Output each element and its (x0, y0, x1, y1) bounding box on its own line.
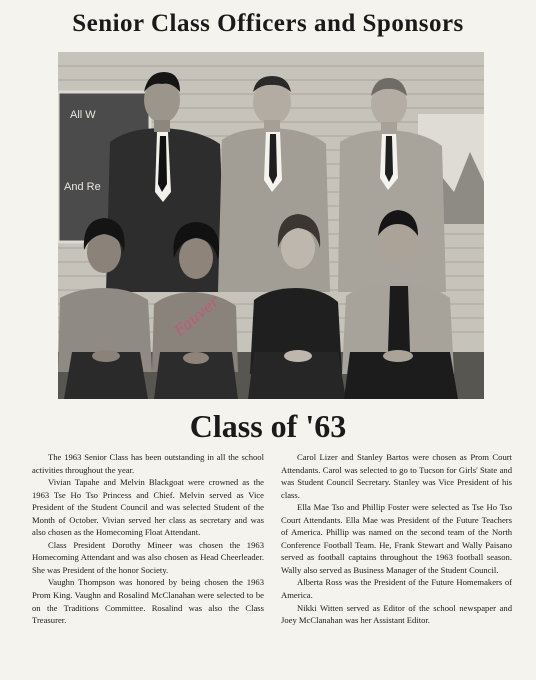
article-paragraph: Class President Dorothy Mineer was chosen the 1963 Homecoming Attendant and was also chosen as Head Cheerleader. She was President of the honor Society. (32, 539, 264, 575)
article-paragraph: Nikki Witten served as Editor of the school newspaper and Joey McClanahan was her Assistant Editor. (281, 602, 512, 626)
group-photo-illustration (58, 52, 484, 399)
article-paragraph: The 1963 Senior Class has been outstanding in all the school activities throughout the year. (32, 452, 264, 475)
blackboard-text-2: And Re (64, 181, 101, 193)
article-right-column (281, 451, 512, 627)
blackboard-text-1: All W (70, 109, 96, 121)
article-left-column (32, 451, 264, 627)
article-paragraph: Carol Lizer and Stanley Bartos were chosen as Prom Court Attendants. Carol was selected to go to Tucson for Girls' State and was Student Council Secretary. Stanley was Vice President of his class. (281, 452, 512, 500)
article-paragraph: Alberta Ross was the President of the Future Homemakers of America. (281, 577, 512, 601)
article-paragraph: Ella Mae Tso and Phillip Foster were selected as Tse Ho Tso Court Attendants. Ella Mae was President of the Future Teachers of America. Phillip was named on the second team of the North Conference Football Team. He, Frank Stewart and Wally Paisano served as football captains throughout the 1963 football season. Wally also served as Business Manager of the Student Council. (281, 502, 512, 575)
article-paragraph: Vaughn Thompson was honored by being chosen the 1963 Prom King. Vaughn and Rosalind McClanahan were selected to be on the Traditions Committee. Rosalind was also the Class Treasurer. (32, 577, 264, 626)
article-paragraph: Vivian Tapahe and Melvin Blackgoat were crowned as the 1963 Tse Ho Tso Princess and Chief. Melvin served as Vice President of the Student Council and was selected Student of the Month of October. Vivian served her class as secretary and was also chosen as the Homecoming Float Attendant. (32, 477, 264, 538)
page-title: Senior Class Officers and Sponsors (72, 10, 464, 37)
group-photo (58, 52, 484, 399)
class-heading: Class of '63 (189, 408, 347, 444)
handwritten-signature: Fauver (170, 292, 223, 340)
